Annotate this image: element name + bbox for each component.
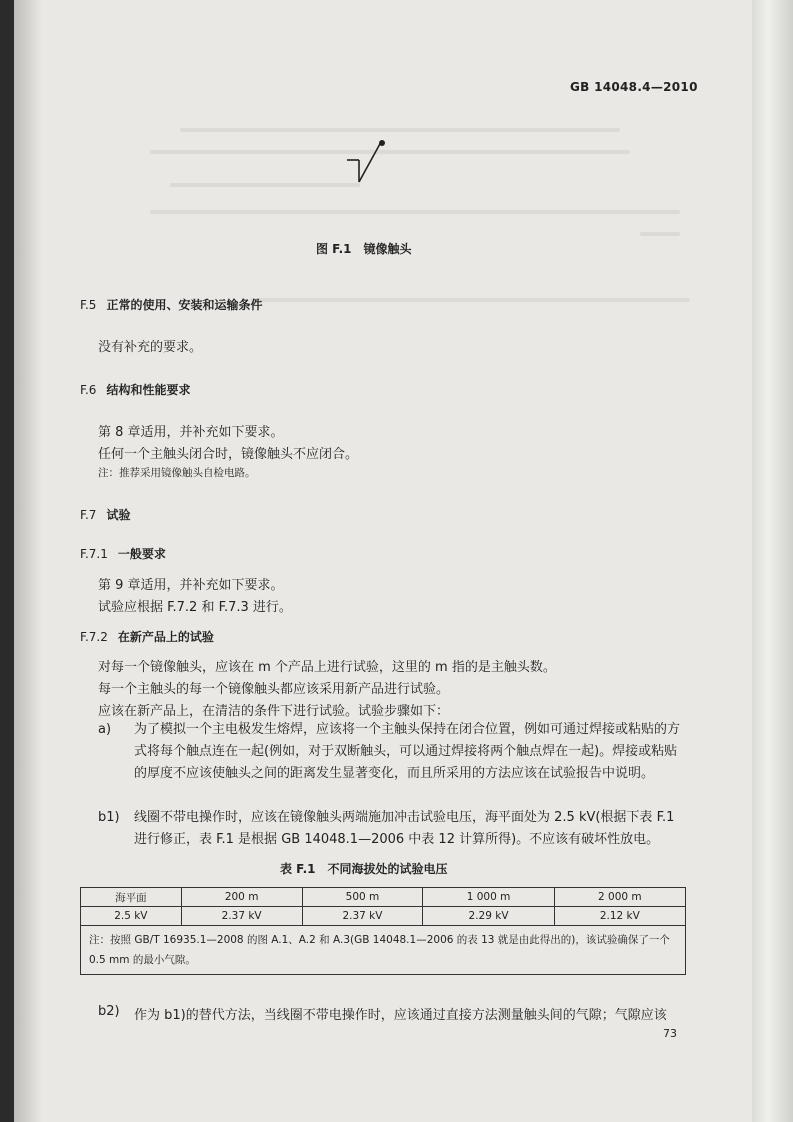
table-cell: 2.29 kV <box>423 907 554 926</box>
section-heading-f71 <box>80 545 166 562</box>
mirror-contact-symbol <box>345 100 405 195</box>
paragraph: 每一个主触头的每一个镜像触头都应该采用新产品进行试验。 <box>98 682 450 697</box>
standard-code: GB 14048.4—2010 <box>570 80 698 94</box>
table-header-cell: 海平面 <box>81 888 182 907</box>
section-number: F.7.2 <box>80 630 108 644</box>
table-header-cell: 1 000 m <box>423 888 554 907</box>
list-item-text: 线圈不带电操作时，应该在镜像触头两端施加冲击试验电压，海平面处为 2.5 kV(根据下表 F.1 进行修正，表 F.1 是根据 GB 14048.1—2006 中表 12 计算所得)。不应该有破坏性放电。 <box>134 810 675 847</box>
voltage-altitude-table <box>80 887 686 975</box>
table-header-row <box>81 888 686 907</box>
paragraph: 试验应根据 F.7.2 和 F.7.3 进行。 <box>98 600 292 615</box>
section-number: F.7.1 <box>80 547 108 561</box>
section-title: 一般要求 <box>117 547 166 561</box>
table-header-cell: 2 000 m <box>554 888 685 907</box>
figure-caption: 图 F.1 镜像触头 <box>316 242 412 256</box>
section-title: 在新产品上的试验 <box>117 630 214 644</box>
paragraph: 第 8 章适用，并补充如下要求。 <box>98 425 284 440</box>
list-item-label: b2) <box>98 1004 120 1019</box>
list-item-text: 作为 b1)的替代方法，当线圈不带电操作时，应该通过直接方法测量触头间的气隙；气隙应该 <box>134 1008 667 1023</box>
bleed-through-line <box>250 298 690 302</box>
table-note-row <box>81 926 686 975</box>
table-header-cell: 200 m <box>181 888 302 907</box>
paragraph: 任何一个主触头闭合时，镜像触头不应闭合。 <box>98 447 359 462</box>
table-cell: 2.5 kV <box>81 907 182 926</box>
section-title: 试验 <box>106 508 131 522</box>
section-heading-f72 <box>80 628 214 645</box>
section-title: 正常的使用、安装和运输条件 <box>106 298 263 312</box>
section-number: F.6 <box>80 383 97 397</box>
paragraph: 对每一个镜像触头，应该在 m 个产品上进行试验，这里的 m 指的是主触头数。 <box>98 660 556 675</box>
list-item-label: a) <box>98 722 112 737</box>
table-cell: 2.37 kV <box>302 907 423 926</box>
table-cell: 2.12 kV <box>554 907 685 926</box>
bleed-through-line <box>170 183 360 187</box>
section-number: F.7 <box>80 508 97 522</box>
section-title: 结构和性能要求 <box>106 383 191 397</box>
page-number: 73 <box>663 1027 677 1040</box>
paragraph: 第 9 章适用，并补充如下要求。 <box>98 578 284 593</box>
contact-blade <box>359 142 381 182</box>
table-caption: 表 F.1 不同海拔处的试验电压 <box>280 862 448 876</box>
table-note: 注：按照 GB/T 16935.1—2008 的图 A.1、A.2 和 A.3(GB 14048.1—2006 的表 13 就是由此得出的)，该试验确保了一个 0.5 mm 的最小气隙。 <box>81 926 686 975</box>
section-heading-f6 <box>80 381 190 398</box>
paragraph: 应该在新产品上，在清洁的条件下进行试验。试验步骤如下： <box>98 704 450 719</box>
list-item-text: 为了模拟一个主电极发生熔焊，应该将一个主触头保持在闭合位置，例如可通过焊接或粘贴的方式将每个触点连在一起(例如，对于双断触头，可以通过焊接将两个触点焊在一起)。焊接或粘贴的厚度不应该使触头之间的距离发生显著变化，而且所采用的方法应该在试验报告中说明。 <box>134 722 681 781</box>
section-heading-f5 <box>80 296 262 313</box>
mirror-indicator-dot <box>379 140 385 146</box>
next-page-edge <box>752 0 793 1122</box>
list-item-label: b1) <box>98 810 120 825</box>
table-header-cell: 500 m <box>302 888 423 907</box>
bleed-through-line <box>640 232 680 236</box>
paragraph: 没有补充的要求。 <box>98 340 203 355</box>
section-number: F.5 <box>80 298 97 312</box>
table-row <box>81 907 686 926</box>
note: 注：推荐采用镜像触头自检电路。 <box>98 467 256 479</box>
table-cell: 2.37 kV <box>181 907 302 926</box>
section-heading-f7 <box>80 506 130 523</box>
page-binding-shadow <box>14 0 42 1122</box>
bleed-through-line <box>150 210 680 214</box>
